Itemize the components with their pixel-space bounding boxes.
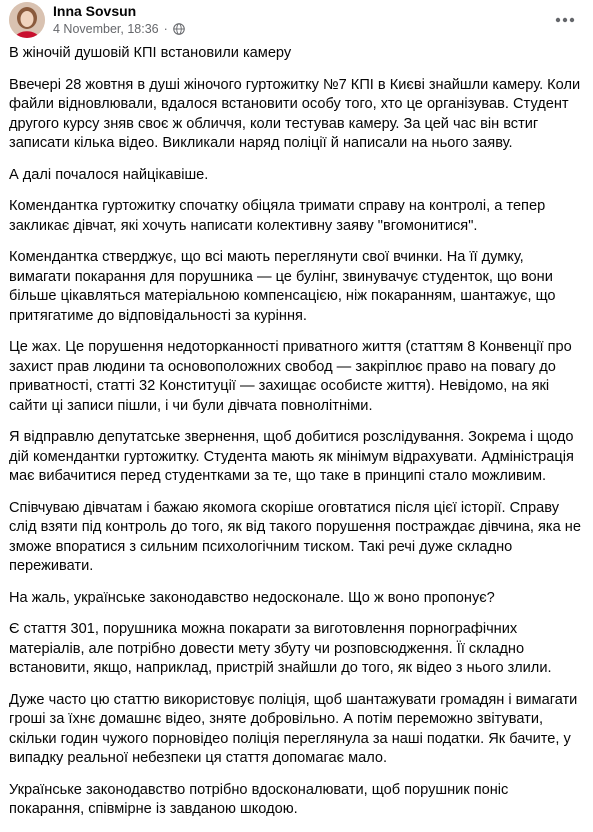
post-timestamp[interactable]: 4 November, 18:36	[53, 22, 159, 36]
post-paragraph: Комендантка гуртожитку спочатку обіцяла тримати справу на контролі, а тепер закликає дівчат, які хочуть написати колективну заяву "вгомонитися".	[9, 198, 546, 234]
post-paragraph: Комендантка стверджує, що всі мають переглянути свої вчинки. На її думку, вимагати покарання для порушника — це булінг, звинувачує студенток, що вони більше цікавляться матеріальною компенсацією, ніж покаранням, шантажує, що притягатиме до відповідальності за куріння.	[9, 249, 556, 324]
post-paragraph: Ввечері 28 жовтня в душі жіночого гуртожитку №7 КПІ в Києві знайшли камеру. Коли файли відновлювали, вдалося встановити особу того, хто це організував. Студент другого курсу зняв своє ж обличчя, коли тестував камеру. За цей час він встиг записати кілька відео. Викликали наряд поліції й написали на нього заяву.	[9, 76, 581, 151]
post-paragraph: Я відправлю депутатське звернення, щоб добитися розслідування. Зокрема і щодо дій комендантки гуртожитку. Студента мають як мінімум відрахувати. Адміністрація має вибачитися перед студентками за те, що таке в принципі стало можливим.	[9, 429, 574, 484]
post-paragraph: На жаль, українське законодавство недосконале. Що ж воно пропонує?	[9, 589, 495, 606]
post-paragraph: Дуже часто цю статтю використовує поліція, щоб шантажувати громадян і вимагати гроші за їхнє домашнє відео, зняте добровільно. А потім переможно звітувати, скільки годин чужого порновідео поліція переглянула за наші податки. Як бачите, у випадку реальної небезпеки ця стаття допомагає мало.	[9, 691, 578, 766]
avatar-image	[9, 2, 45, 38]
meta-separator: ·	[163, 22, 168, 36]
post-paragraph: Це жах. Це порушення недоторканності приватного життя (статтям 8 Конвенції про захист прав людини та основоположних свобод — закріплює право на повагу до приватності, статті 32 Конституції — захищає особисте життя). Невідомо, на які сайти ці записи пішли, і чи були дівчата повнолітніми.	[9, 339, 572, 414]
more-horizontal-icon	[555, 17, 575, 23]
post-paragraph: Співчуваю дівчатам і бажаю якомога скоріше оговтатися після цієї історії. Справу слід взяти під контроль до того, як від такого порушення постраждає дівчина, яка не зможе впоратися з сильним психологічним тиском. Такі речі дуже складно переживати.	[9, 499, 581, 574]
globe-icon[interactable]	[173, 23, 185, 35]
post-paragraph: Українське законодавство потрібно вдосконалювати, щоб порушник поніс покарання, співмірне із завданою шкодою.	[9, 781, 509, 817]
more-options-button[interactable]	[551, 6, 579, 34]
post-paragraph: А далі почалося найцікавіше.	[9, 166, 209, 183]
avatar[interactable]	[9, 2, 45, 38]
post-body	[9, 44, 583, 832]
post-header	[0, 0, 593, 42]
post-meta	[53, 22, 185, 36]
post-paragraph: В жіночій душовій КПІ встановили камеру	[9, 45, 292, 61]
author-name[interactable]: Inna Sovsun	[53, 3, 137, 19]
post-paragraph: Є стаття 301, порушника можна покарати за виготовлення порнографічних матеріалів, але потрібно довести мету збуту чи розповсюдження. Її складно встановити, якщо, наприклад, пристрій знайшли до того, як відео з нього злили.	[9, 621, 552, 676]
